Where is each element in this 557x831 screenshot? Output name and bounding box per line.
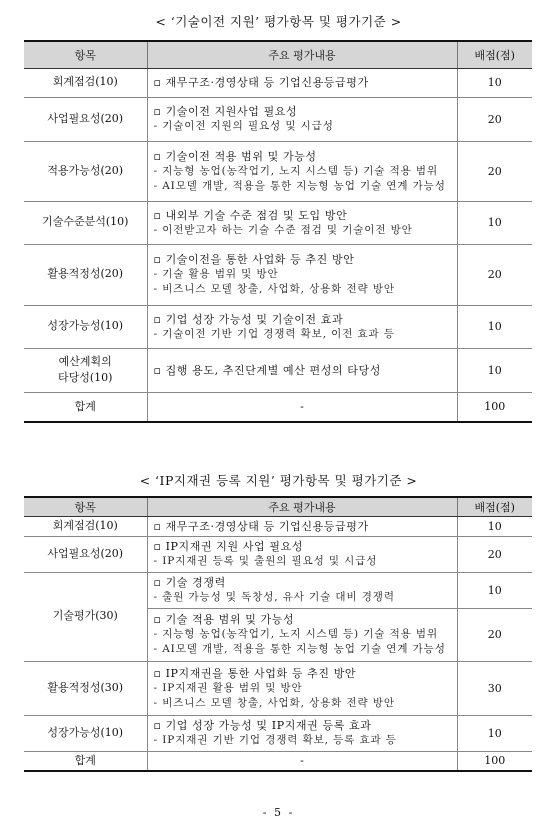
content-sub: - AI모델 개발, 적용을 통한 지능형 농업 기술 연계 가능성 bbox=[154, 179, 451, 194]
item-name: 적용가능성(20) bbox=[24, 141, 147, 201]
item-score: 10 bbox=[457, 305, 532, 348]
item-score: 10 bbox=[457, 715, 532, 751]
item-score: 10 bbox=[457, 348, 532, 392]
item-score: 10 bbox=[457, 201, 532, 244]
header-score: 배점(점) bbox=[457, 497, 532, 517]
item-name: 활용적정성(30) bbox=[24, 661, 147, 715]
item-name: 사업필요성(20) bbox=[24, 97, 147, 141]
table-row bbox=[24, 517, 532, 537]
section1-title: < ‘기술이전 지원’ 평가항목 및 평가기준 > bbox=[155, 14, 402, 29]
header-item: 항목 bbox=[24, 497, 147, 517]
content-main: ▫ 기업 성장 가능성 및 기술이전 효과 bbox=[154, 312, 451, 327]
ip-registration-criteria-table bbox=[24, 496, 532, 772]
total-row bbox=[24, 751, 532, 771]
header-content: 주요 평가내용 bbox=[147, 497, 457, 517]
section2-title: < ‘IP지재권 등록 지원’ 평가항목 및 평가기준 > bbox=[139, 473, 418, 488]
content-sub: - 기술이전 기반 기업 경쟁력 확보, 이전 효과 등 bbox=[154, 327, 451, 342]
content-sub: - 비즈니스 모델 창출, 사업화, 상용화 전략 방안 bbox=[154, 696, 451, 711]
content-sub: - 기술이전 지원의 필요성 및 시급성 bbox=[154, 119, 451, 134]
total-row bbox=[24, 392, 532, 422]
item-name: 활용적정성(20) bbox=[24, 244, 147, 305]
item-content bbox=[147, 572, 457, 608]
total-score: 100 bbox=[457, 751, 532, 771]
item-name: 기술평가(30) bbox=[24, 572, 147, 661]
header-item: 항목 bbox=[24, 41, 147, 68]
item-name-line: 예산계획의 bbox=[58, 354, 112, 368]
table-row bbox=[24, 244, 532, 305]
content-sub: - 지능형 농업(농작업기, 노지 시스템 등) 기술 적용 범위 bbox=[154, 627, 451, 642]
content-main: ▫ 재무구조·경영상태 등 기업신용등급평가 bbox=[154, 75, 451, 90]
item-name-line: 타당성(10) bbox=[58, 371, 113, 384]
item-score: 20 bbox=[457, 536, 532, 572]
content-sub: - IP지재권 등록 및 출원의 필요성 및 시급성 bbox=[154, 554, 451, 569]
item-content bbox=[147, 608, 457, 661]
total-content: - bbox=[147, 751, 457, 771]
table-row bbox=[24, 141, 532, 201]
item-content bbox=[147, 305, 457, 348]
content-main: ▫ 기술 적용 범위 및 가능성 bbox=[154, 612, 451, 627]
content-main: ▫ 기술이전 지원사업 필요성 bbox=[154, 104, 451, 119]
item-name: 회계점검(10) bbox=[24, 517, 147, 537]
table-row bbox=[24, 572, 532, 608]
table-row bbox=[24, 661, 532, 715]
item-content bbox=[147, 715, 457, 751]
total-label: 합계 bbox=[24, 751, 147, 771]
item-name: 성장가능성(10) bbox=[24, 305, 147, 348]
header-content: 주요 평가내용 bbox=[147, 41, 457, 68]
item-name: 성장가능성(10) bbox=[24, 715, 147, 751]
total-score: 100 bbox=[457, 392, 532, 422]
content-sub: - IP지재권 기반 기업 경쟁력 확보, 등록 효과 등 bbox=[154, 733, 451, 748]
item-score: 30 bbox=[457, 661, 532, 715]
item-name: 기술수준분석(10) bbox=[24, 201, 147, 244]
item-score: 20 bbox=[457, 244, 532, 305]
table-row bbox=[24, 201, 532, 244]
total-label: 합계 bbox=[24, 392, 147, 422]
content-main: ▫ 집행 용도, 추진단계별 예산 편성의 타당성 bbox=[154, 363, 451, 378]
item-content bbox=[147, 141, 457, 201]
content-main: ▫ IP지재권을 통한 사업화 등 추진 방안 bbox=[154, 666, 451, 681]
item-content bbox=[147, 348, 457, 392]
page-number: - 5 - bbox=[262, 806, 295, 819]
table-row bbox=[24, 68, 532, 97]
content-sub: - AI모델 개발, 적용을 통한 지능형 농업 기술 연계 가능성 bbox=[154, 642, 451, 657]
item-content bbox=[147, 97, 457, 141]
content-main: ▫ 기업 성장 가능성 및 IP지재권 등록 효과 bbox=[154, 718, 451, 733]
item-score: 20 bbox=[457, 97, 532, 141]
item-content bbox=[147, 661, 457, 715]
item-score: 10 bbox=[457, 68, 532, 97]
content-sub: - 출원 가능성 및 독창성, 유사 기술 대비 경쟁력 bbox=[154, 590, 451, 605]
table-header-row bbox=[24, 41, 532, 68]
item-content bbox=[147, 68, 457, 97]
content-main: ▫ 기술이전을 통한 사업화 등 추진 방안 bbox=[154, 252, 451, 267]
content-sub: - 기술 활용 범위 및 방안 bbox=[154, 267, 451, 282]
content-main: ▫ IP지재권 지원 사업 필요성 bbox=[154, 539, 451, 554]
item-score: 20 bbox=[457, 608, 532, 661]
item-score: 20 bbox=[457, 141, 532, 201]
content-sub: - 지능형 농업(농작업기, 노지 시스템 등) 기술 적용 범위 bbox=[154, 164, 451, 179]
item-name: 사업필요성(20) bbox=[24, 536, 147, 572]
content-main: ▫ 기술 경쟁력 bbox=[154, 575, 451, 590]
table-header-row bbox=[24, 497, 532, 517]
item-score: 10 bbox=[457, 517, 532, 537]
content-main: ▫ 내외부 기술 수준 점검 및 도입 방안 bbox=[154, 208, 451, 223]
tech-transfer-criteria-table bbox=[24, 40, 532, 423]
table-row bbox=[24, 305, 532, 348]
content-sub: - 이전받고자 하는 기술 수준 점검 및 기술이전 방안 bbox=[154, 223, 451, 238]
table-row bbox=[24, 97, 532, 141]
table-row bbox=[24, 715, 532, 751]
content-sub: - 비즈니스 모델 창출, 사업화, 상용화 전략 방안 bbox=[154, 282, 451, 297]
item-content bbox=[147, 536, 457, 572]
table-row bbox=[24, 348, 532, 392]
item-content bbox=[147, 201, 457, 244]
content-main: ▫ 기술이전 적용 범위 및 가능성 bbox=[154, 149, 451, 164]
table-row bbox=[24, 536, 532, 572]
item-content bbox=[147, 517, 457, 537]
item-name: 회계점검(10) bbox=[24, 68, 147, 97]
item-content bbox=[147, 244, 457, 305]
header-score: 배점(점) bbox=[457, 41, 532, 68]
content-main: ▫ 재무구조·경영상태 등 기업신용등급평가 bbox=[154, 519, 451, 534]
item-score: 10 bbox=[457, 572, 532, 608]
content-sub: - IP지재권 활용 범위 및 방안 bbox=[154, 681, 451, 696]
item-name bbox=[24, 348, 147, 392]
total-content: - bbox=[147, 392, 457, 422]
